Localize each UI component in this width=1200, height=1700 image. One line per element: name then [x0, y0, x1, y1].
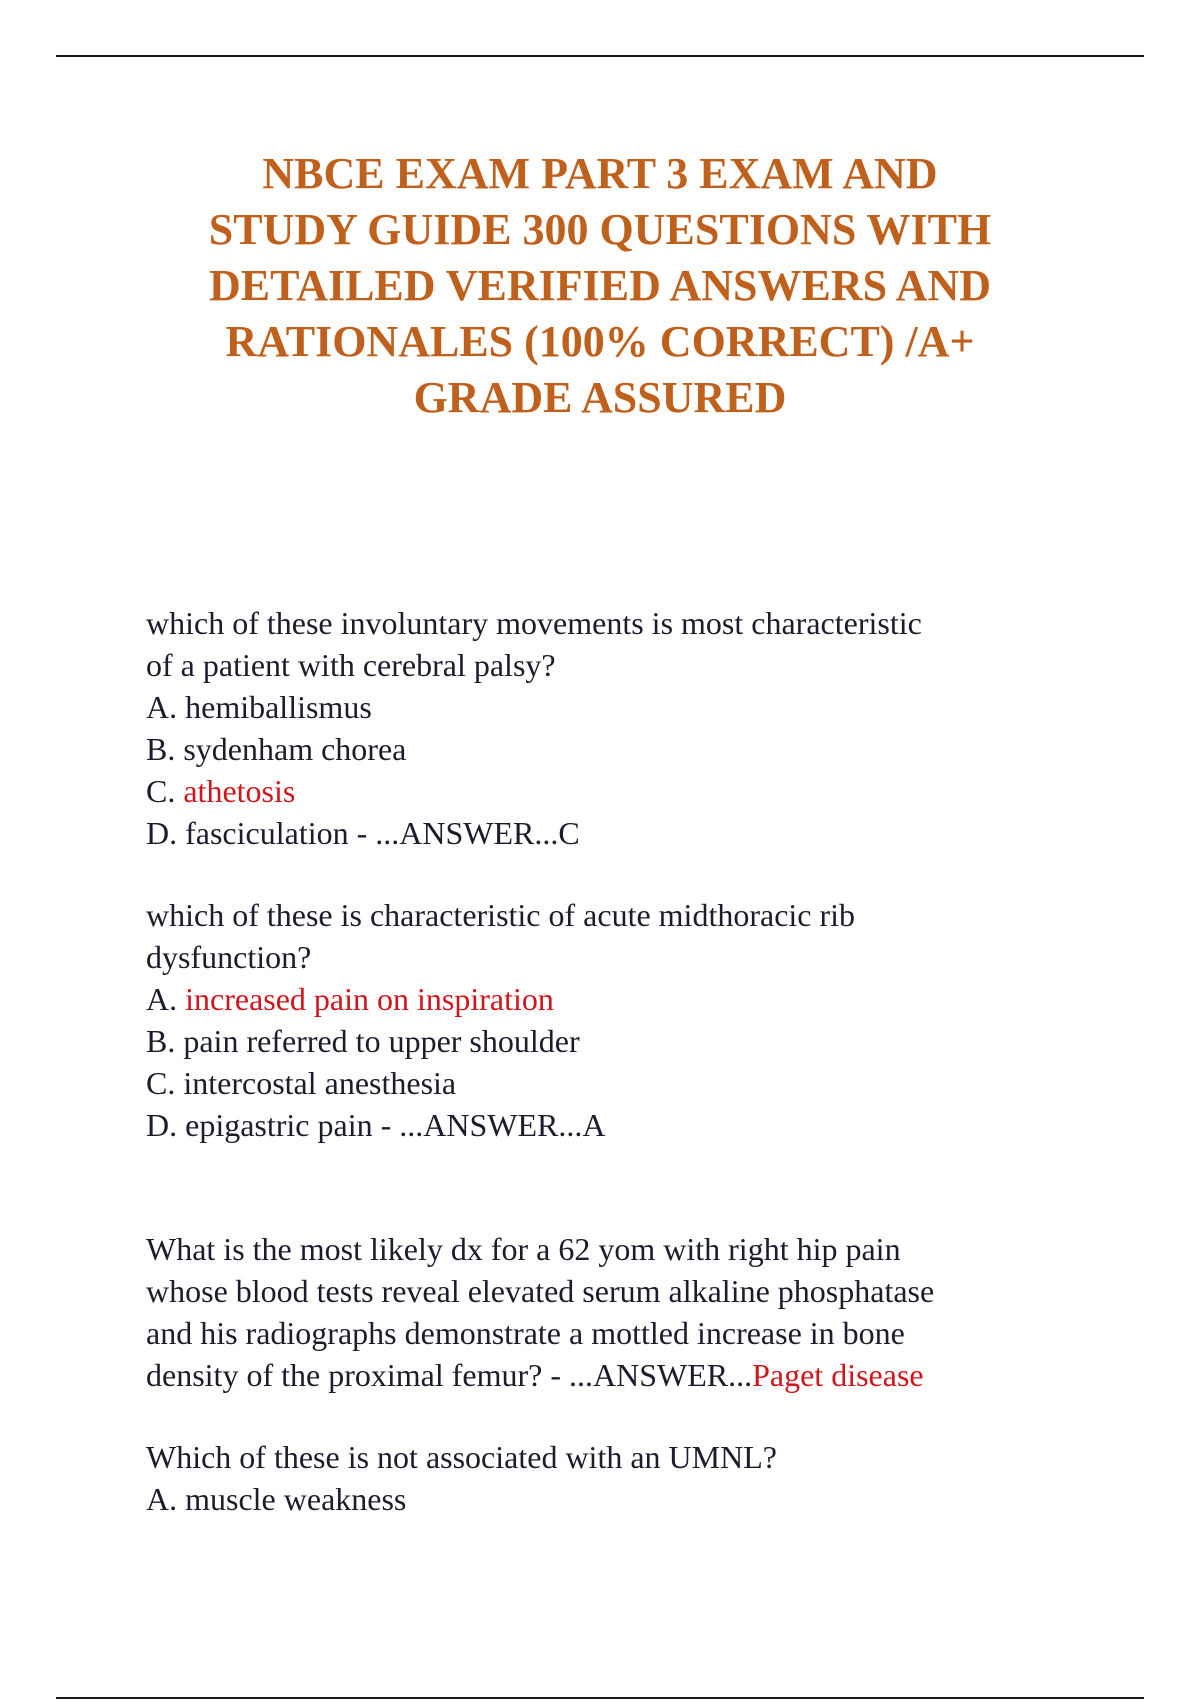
- correct-option-text: athetosis: [183, 773, 296, 809]
- spacer: [146, 1396, 1146, 1436]
- option-a: [146, 978, 1146, 1020]
- question-2: [146, 894, 1146, 1146]
- title-line: NBCE EXAM PART 3 EXAM AND: [262, 149, 938, 198]
- option-b: B. pain referred to upper shoulder: [146, 1023, 580, 1059]
- question-4: [146, 1436, 1146, 1520]
- answer-text: Paget disease: [752, 1357, 924, 1393]
- question-text: What is the most likely dx for a 62 yom with right hip pain: [146, 1231, 901, 1267]
- question-3: [146, 1228, 1146, 1396]
- question-list: [146, 602, 1146, 1520]
- bottom-rule: [56, 1697, 1144, 1699]
- document-title: [120, 146, 1080, 426]
- option-b: B. sydenham chorea: [146, 731, 407, 767]
- question-1: [146, 602, 1146, 854]
- option-letter: A.: [146, 981, 186, 1017]
- question-text: Which of these is not associated with an UMNL?: [146, 1439, 777, 1475]
- option-a: A. hemiballismus: [146, 689, 372, 725]
- question-text: which of these involuntary movements is most characteristic: [146, 605, 922, 641]
- option-c: [146, 770, 1146, 812]
- question-text: whose blood tests reveal elevated serum alkaline phosphatase: [146, 1273, 935, 1309]
- spacer: [146, 854, 1146, 894]
- option-letter: C.: [146, 773, 184, 809]
- option-c: C. intercostal anesthesia: [146, 1065, 457, 1101]
- question-text: dysfunction?: [146, 939, 312, 975]
- question-text: of a patient with cerebral palsy?: [146, 647, 556, 683]
- question-answer-line: [146, 1354, 1146, 1396]
- question-text: density of the proximal femur? - ...ANSWER...: [146, 1357, 753, 1393]
- title-line: STUDY GUIDE 300 QUESTIONS WITH: [208, 205, 992, 254]
- spacer: [146, 1146, 1146, 1228]
- option-a: A. muscle weakness: [146, 1481, 407, 1517]
- correct-option-text: increased pain on inspiration: [185, 981, 554, 1017]
- title-line: DETAILED VERIFIED ANSWERS AND: [208, 261, 991, 310]
- option-d: D. epigastric pain - ...ANSWER...A: [146, 1107, 606, 1143]
- question-text: and his radiographs demonstrate a mottled increase in bone: [146, 1315, 905, 1351]
- top-rule: [56, 55, 1144, 57]
- title-line: RATIONALES (100% CORRECT) /A+: [225, 317, 975, 366]
- title-line: GRADE ASSURED: [413, 373, 787, 422]
- option-d: D. fasciculation - ...ANSWER...C: [146, 815, 580, 851]
- question-text: which of these is characteristic of acute midthoracic rib: [146, 897, 856, 933]
